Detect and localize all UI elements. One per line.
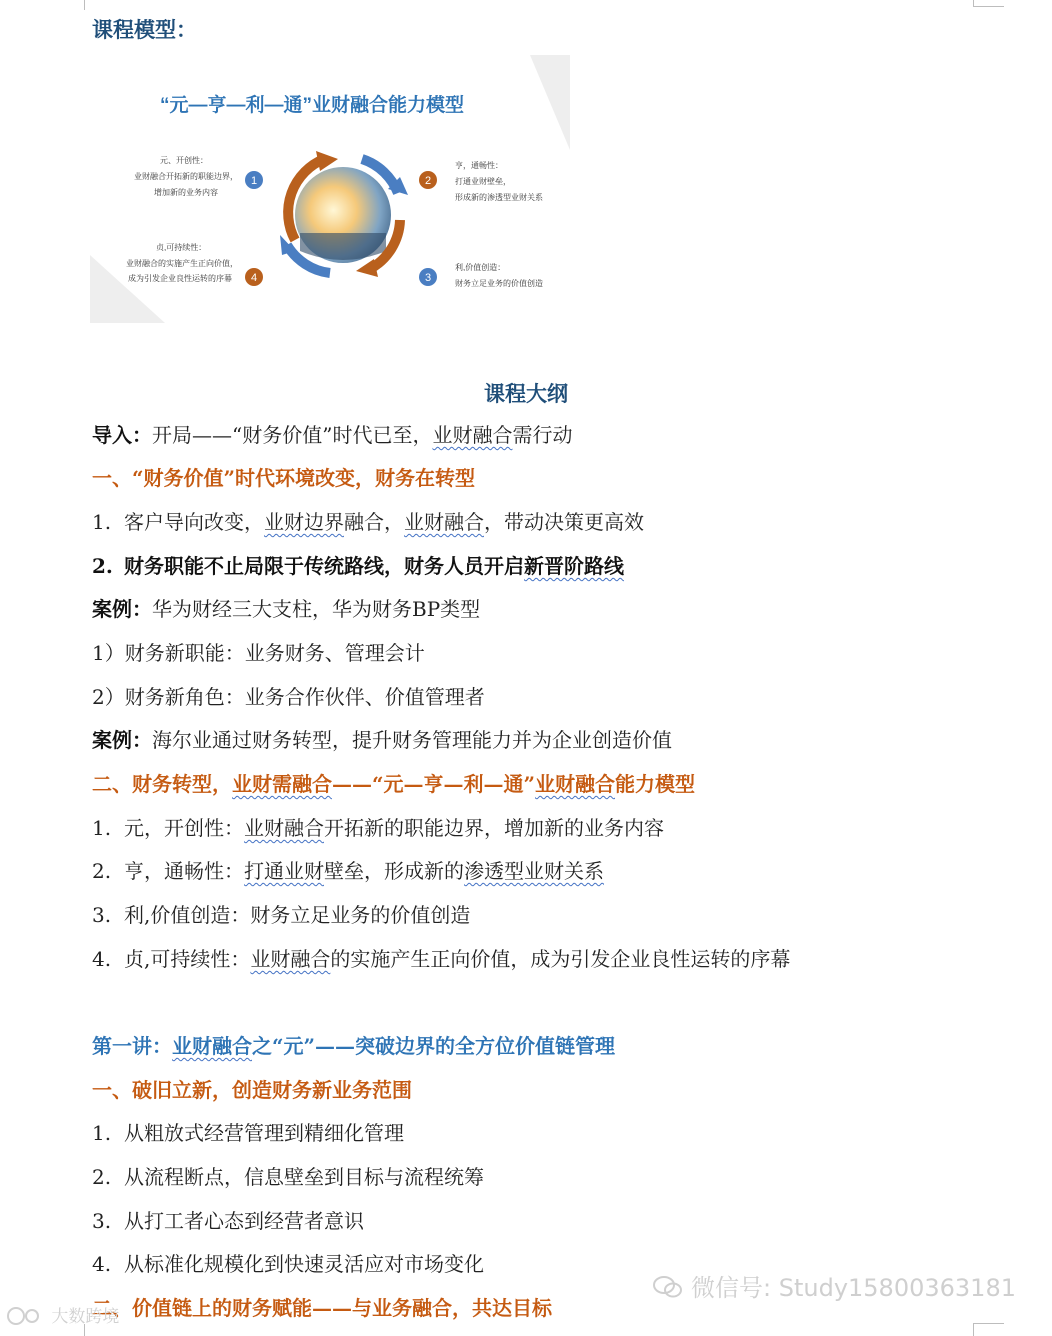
item-text: 壁垒，形成新的	[324, 859, 464, 883]
case-1	[92, 595, 480, 623]
model-diagram	[90, 55, 570, 323]
item-text: 从打工者心态到经营者意识	[124, 1209, 364, 1233]
item-text: 元，开创性：	[124, 816, 244, 840]
item-1-line2: 业财融合开拓新的职能边界，	[134, 172, 238, 181]
item-2-line2: 打通业财壁垒，	[455, 177, 511, 186]
item-number: 3.	[92, 903, 112, 927]
intro-line	[92, 421, 572, 449]
sub-item-2: 2）财务新角色：业务合作伙伴、价值管理者	[92, 685, 485, 709]
item-number: 3.	[92, 1209, 112, 1233]
item-text-underlined: 业财边界	[264, 510, 344, 534]
lecture1-heading	[92, 1032, 615, 1060]
page-corner-mark	[68, 0, 85, 10]
number-badge-text: 2	[424, 175, 432, 187]
heading-text: 能力模型	[615, 772, 696, 796]
page-corner-mark	[973, 0, 1004, 7]
item-number: 2.	[92, 554, 113, 578]
heading-text-underlined: 业财融合	[172, 1034, 252, 1058]
item-text: 客户导向改变，	[124, 510, 264, 534]
section-title: 课程模型：	[92, 17, 197, 42]
heading-text: 之“元”——突破边界的全方位价值链管理	[252, 1034, 616, 1058]
item-3-line1: 利,价值创造：	[455, 263, 506, 272]
item-text: ，带动决策更高效	[484, 510, 644, 534]
item-text: 利,价值创造：财务立足业务的价值创造	[124, 903, 471, 927]
item-text-underlined: 打通业财	[244, 859, 324, 883]
heading-text: ——“元—亨—利—通”	[332, 772, 536, 796]
model-item-4	[126, 242, 263, 286]
l1-item-3	[92, 1207, 364, 1235]
model-item-3	[419, 262, 543, 288]
item-text-underlined: 业财融合	[404, 510, 484, 534]
item-text: 从标准化规模化到快速灵活应对市场变化	[124, 1252, 484, 1276]
item-text-underlined: 业财融合	[244, 816, 324, 840]
item-4-line1: 贞,可持续性：	[156, 243, 207, 252]
p2-item-3	[92, 901, 470, 929]
item-4-line3: 成为引发企业良性运转的序幕	[128, 274, 232, 283]
brand-watermark-text: 大数跨境	[51, 1307, 120, 1327]
case-2	[92, 726, 672, 754]
item-text: 贞,可持续性：	[124, 947, 251, 971]
p2-item-4	[92, 945, 790, 973]
l1-item-1	[92, 1119, 404, 1147]
intro-label: 导入：	[92, 423, 152, 447]
lecture1-heading-1: 一、破旧立新，创造财务新业务范围	[92, 1078, 412, 1102]
item-number: 4.	[92, 947, 112, 971]
l1-item-2	[92, 1163, 484, 1191]
p1-item-1	[92, 508, 644, 536]
item-text-underlined: 业财融合	[250, 947, 331, 971]
wechat-icon	[653, 1275, 683, 1299]
case-text: 华为财经三大支柱，华为财务BP类型	[152, 597, 481, 621]
brand-logo-icon	[6, 1306, 46, 1326]
item-number: 1.	[92, 1121, 112, 1145]
lecture1-heading-2: 二、价值链上的财务赋能——与业务融合，共达目标	[92, 1296, 552, 1320]
p1-item-2	[92, 552, 624, 580]
item-4-line2: 业财融合的实施产生正向价值，	[126, 259, 238, 268]
case-label: 案例：	[92, 728, 152, 752]
item-text: 财务职能不止局限于传统路线，财务人员开启	[124, 554, 524, 578]
wechat-id-text: 微信号: Study15800363181	[691, 1274, 1016, 1302]
item-2-line1: 亨，通畅性：	[455, 161, 503, 170]
l1-item-4	[92, 1250, 484, 1278]
item-number: 2.	[92, 859, 112, 883]
outline-title: 课程大纲	[484, 381, 568, 406]
wechat-watermark	[653, 1268, 1016, 1303]
item-text: 的实施产生正向价值，成为引发企业良性运转的序幕	[330, 947, 791, 971]
item-number: 2.	[92, 1165, 112, 1189]
brand-watermark	[6, 1302, 119, 1327]
part1-heading: 一、“财务价值”时代环境改变，财务在转型	[92, 466, 476, 490]
part2-heading	[92, 770, 695, 798]
model-title: “元—亨—利—通”业财融合能力模型	[160, 95, 465, 116]
intro-text-underlined: 业财融合	[432, 423, 513, 447]
p2-item-1	[92, 814, 664, 842]
item-number: 1.	[92, 510, 112, 534]
sea-shape	[300, 233, 386, 260]
intro-text: 开局——“财务价值”时代已至，	[152, 423, 433, 447]
model-item-2	[419, 160, 543, 202]
heading-text: 第一讲：	[92, 1034, 172, 1058]
item-1-line3: 增加新的业务内容	[154, 188, 218, 197]
item-text: 从流程断点，信息壁垒到目标与流程统筹	[124, 1165, 484, 1189]
number-badge-text: 3	[424, 272, 432, 284]
decor-triangle	[530, 55, 570, 150]
item-3-line2: 财务立足业务的价值创造	[455, 279, 543, 288]
page-corner-mark	[973, 1323, 1004, 1336]
item-number: 4.	[92, 1252, 112, 1276]
number-badge-text: 1	[250, 175, 258, 187]
case-label: 案例：	[92, 597, 152, 621]
model-item-1	[134, 155, 263, 197]
item-text: 融合，	[344, 510, 404, 534]
intro-text-end: 需行动	[512, 423, 573, 447]
model-figure	[90, 55, 570, 323]
heading-text: 二、财务转型，	[92, 772, 232, 796]
p2-item-2	[92, 857, 604, 885]
item-text: 亨，通畅性：	[124, 859, 244, 883]
item-number: 1.	[92, 816, 112, 840]
item-1-line1: 元、开创性：	[160, 156, 208, 165]
item-2-line3: 形成新的渗透型业财关系	[455, 193, 543, 202]
item-text-underlined: 渗透型业财关系	[464, 859, 604, 883]
heading-text-underlined: 业财需融合	[232, 772, 332, 796]
sub-item-1: 1）财务新职能：业务财务、管理会计	[92, 641, 425, 665]
heading-text-underlined: 业财融合	[535, 772, 616, 796]
item-text: 开拓新的职能边界，增加新的业务内容	[324, 816, 664, 840]
case-text: 海尔业通过财务转型，提升财务管理能力并为企业创造价值	[152, 728, 672, 752]
item-text: 从粗放式经营管理到精细化管理	[124, 1121, 404, 1145]
number-badge-text: 4	[250, 272, 258, 284]
item-text-underlined: 新晋阶路线	[524, 554, 624, 578]
